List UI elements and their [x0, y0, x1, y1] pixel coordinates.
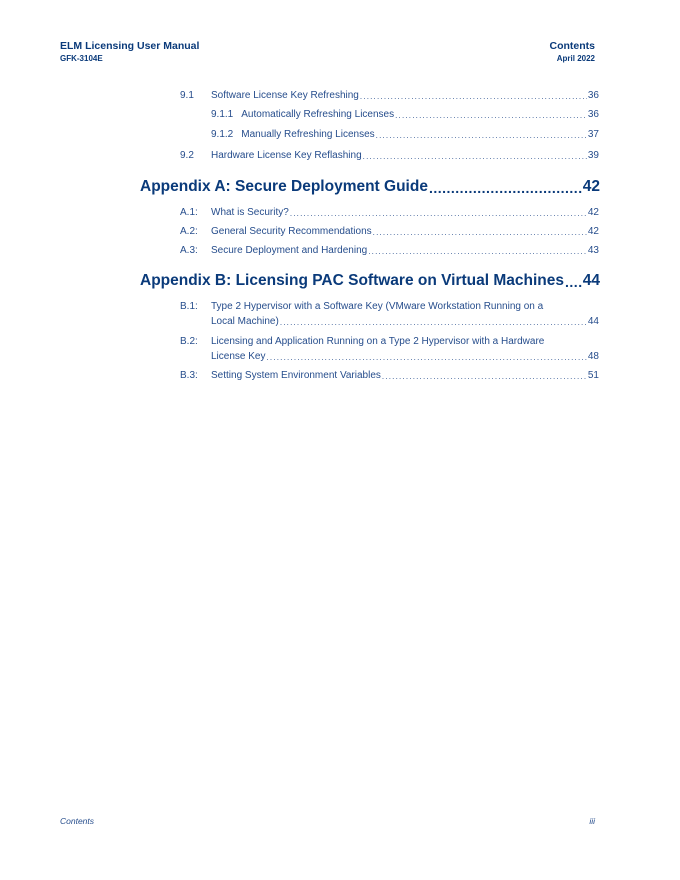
dot-leader — [290, 207, 587, 220]
toc-entry-9-2[interactable] — [180, 148, 599, 163]
toc-title: Automatically Refreshing Licenses — [241, 109, 395, 120]
toc-number: 9.1 — [180, 90, 194, 101]
publication-date: April 2022 — [556, 54, 595, 63]
page-header-right — [550, 40, 596, 64]
toc-page: 42 — [587, 226, 599, 237]
dot-leader — [395, 109, 587, 122]
toc-page: 36 — [587, 109, 599, 120]
dot-leader — [565, 273, 582, 291]
toc-page: 42 — [582, 178, 600, 195]
toc-title-line2: Local Machine) — [211, 316, 279, 327]
toc-number: B.2: — [180, 336, 198, 347]
toc-page: 39 — [587, 150, 599, 161]
dot-leader — [280, 316, 587, 329]
toc-number: A.2: — [180, 226, 198, 237]
document-id: GFK-3104E — [60, 54, 103, 63]
toc-entry-b-1[interactable] — [180, 299, 599, 329]
toc-entry-9-1-1[interactable] — [180, 107, 599, 122]
toc-entry-9-1-2[interactable] — [180, 127, 599, 142]
toc-title: General Security Recommendations — [211, 226, 372, 237]
appendix-title: Appendix B: Licensing PAC Software on Virtual Machines — [140, 272, 565, 289]
page-header-left — [60, 40, 199, 64]
toc-number: 9.2 — [180, 150, 194, 161]
toc-page: 44 — [587, 316, 599, 327]
toc-number: A.3: — [180, 245, 198, 256]
toc-page: 36 — [587, 90, 599, 101]
toc-entry-a-2[interactable] — [180, 224, 599, 239]
dot-leader — [373, 226, 587, 239]
toc-number: 9.1.1 — [211, 109, 234, 120]
toc-entry-a-3[interactable] — [180, 243, 599, 258]
toc-entry-9-1[interactable] — [180, 88, 599, 103]
dot-leader — [363, 150, 587, 163]
footer-page-number: iii — [589, 816, 595, 826]
appendix-title: Appendix A: Secure Deployment Guide — [140, 178, 428, 195]
toc-entry-b-2[interactable] — [180, 334, 599, 364]
toc-number: 9.1.2 — [211, 129, 234, 140]
toc-title-line2: License Key — [211, 351, 266, 362]
toc-title: What is Security? — [211, 207, 289, 218]
toc-page: 44 — [582, 272, 600, 289]
toc-number: A.1: — [180, 207, 198, 218]
toc-page: 37 — [587, 129, 599, 140]
manual-title: ELM Licensing User Manual — [60, 40, 200, 52]
toc-page: 42 — [587, 207, 599, 218]
toc-page: 43 — [587, 245, 599, 256]
toc-title: Secure Deployment and Hardening — [211, 245, 368, 256]
toc-number: B.3: — [180, 370, 198, 381]
dot-leader — [266, 351, 586, 364]
toc-entry-b-3[interactable] — [180, 368, 599, 383]
toc-title: Setting System Environment Variables — [211, 370, 381, 381]
toc-title-line1: Type 2 Hypervisor with a Software Key (VMware Workstation Running on a — [211, 301, 544, 312]
dot-leader — [376, 129, 587, 142]
toc-title: Hardware License Key Reflashing — [211, 150, 362, 161]
dot-leader — [360, 90, 587, 103]
toc-appendix-b[interactable] — [140, 271, 600, 291]
dot-leader — [368, 245, 587, 258]
dot-leader — [429, 179, 582, 197]
toc-title: Software License Key Refreshing — [211, 90, 359, 101]
toc-page: 51 — [587, 370, 599, 381]
section-name: Contents — [549, 40, 595, 52]
toc-title: Manually Refreshing Licenses — [241, 129, 375, 140]
toc-title-line1: Licensing and Application Running on a Type 2 Hypervisor with a Hardware — [211, 336, 545, 347]
footer-section: Contents — [60, 816, 95, 826]
dot-leader — [382, 370, 587, 383]
toc-appendix-a[interactable] — [140, 177, 600, 197]
toc-number: B.1: — [180, 301, 198, 312]
toc-page: 48 — [587, 351, 599, 362]
toc-entry-a-1[interactable] — [180, 205, 599, 220]
